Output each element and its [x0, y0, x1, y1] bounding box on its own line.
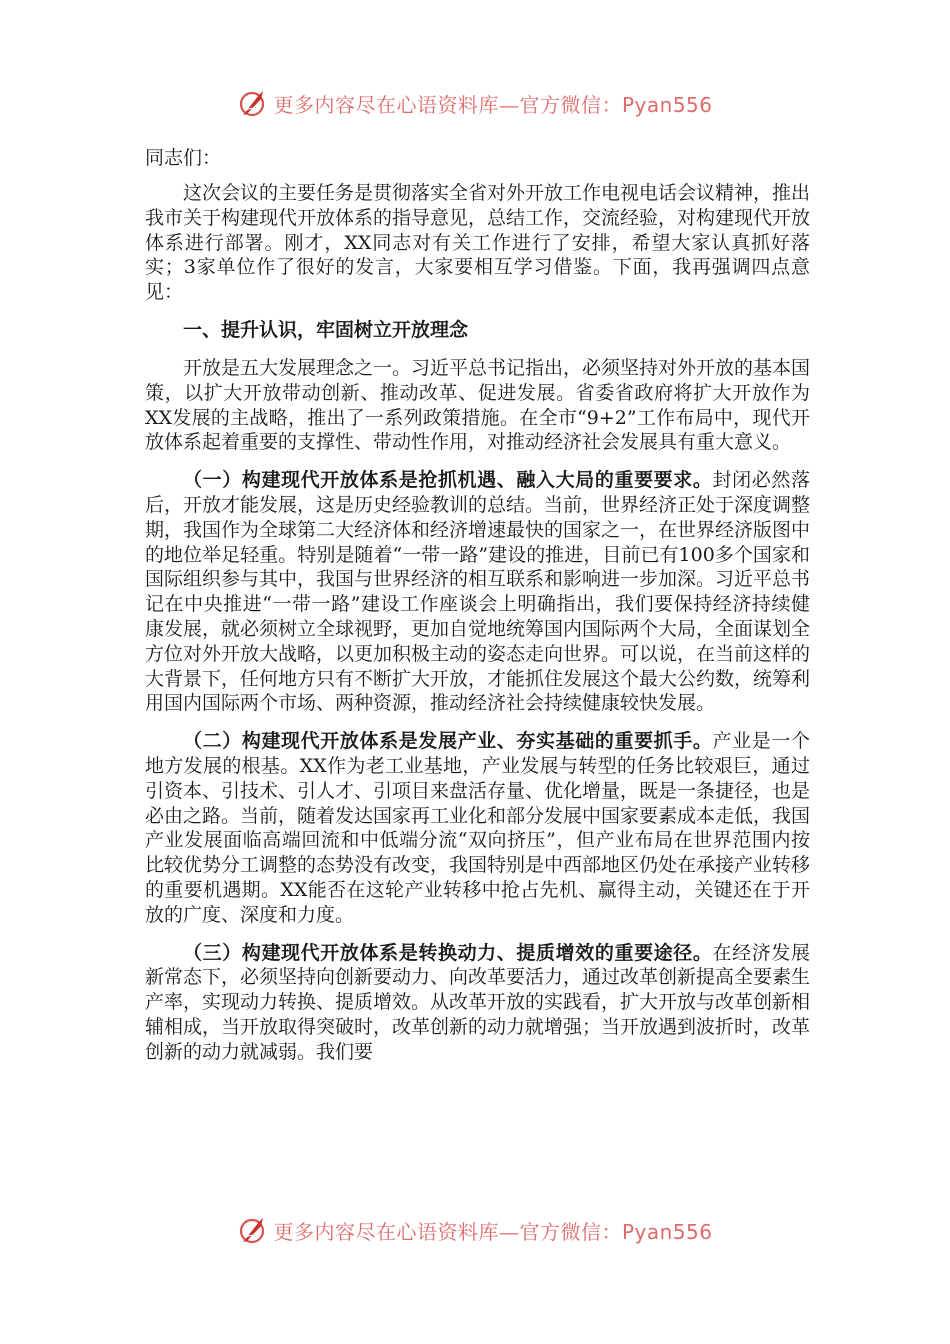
point-two-paragraph — [145, 729, 810, 927]
point-one-paragraph — [145, 468, 810, 716]
pen-circle-logo-icon — [237, 87, 269, 119]
salutation: 同志们： — [145, 147, 222, 169]
section-paragraph: 开放是五大发展理念之一。习近平总书记指出，必须坚持对外开放的基本国策，以扩大开放带动创新、推动改革、促进发展。省委省政府将扩大开放作为XX发展的主战略，推出了一系列政策措施。在全市“9+2”工作布局中，现代开放体系起着重要的支撑性、带动性作用，对推动经济社会发展具有重大意义。 — [145, 356, 811, 454]
watermark-text — [273, 1216, 712, 1245]
watermark-id: Pyan556 — [621, 92, 713, 117]
point-three-body: 在经济发展新常态下，必须坚持向创新要动力、向改革要活力，通过改革创新提高全要素生产率，实现动力转换、提质增效。从改革开放的实践看，扩大开放与改革创新相辅相成，当开放取得突破时，改革创新的动力就增强；当开放遇到波折时，改革创新的动力就减弱。我们要 — [145, 941, 811, 1063]
point-three-lead: （三）构建现代开放体系是转换动力、提质增效的重要途径。 — [183, 941, 713, 964]
point-one-body: 封闭必然落后，开放才能发展，这是历史经验教训的总结。当前，世界经济正处于深度调整期，我国作为全球第二大经济体和经济增速最快的国家之一，在世界经济版图中的地位举足轻重。特别是随着“一带一路”建设的推进，目前已有100多个国家和国际组织参与其中，我国与世界经济的相互联系和影响进一步加深。习近平总书记在中央推进“一带一路”建设工作座谈会上明确指出，我们要保持经济持续健康发展，就必须树立全球视野，更加自觉地统筹国内国际两个大局，全面谋划全方位对外开放大战略，以更加积极主动的姿态走向世界。可以说，在当前这样的大背景下，任何地方只有不断扩大开放，才能抓住发展这个最大公约数，统筹利用国内国际两个市场、两种资源，推动经济社会持续健康较快发展。 — [145, 469, 811, 715]
point-three-paragraph — [145, 941, 810, 1065]
watermark-header — [0, 83, 950, 123]
document-body — [145, 146, 810, 1078]
section-heading: 一、提升认识，牢固树立开放理念 — [183, 318, 469, 341]
watermark-id: Pyan556 — [621, 1219, 713, 1244]
watermark-label: 更多内容尽在心语资料库—官方微信： — [273, 92, 622, 117]
point-one-lead: （一）构建现代开放体系是抢抓机遇、融入大局的重要要求。 — [183, 469, 713, 492]
point-two-lead: （二）构建现代开放体系是发展产业、夯实基础的重要抓手。 — [183, 730, 713, 753]
watermark-text — [273, 89, 712, 118]
intro-paragraph: 这次会议的主要任务是贯彻落实全省对外开放工作电视电话会议精神，推出我市关于构建现代开放体系的指导意见，总结工作，交流经验，对构建现代开放体系进行部署。刚才，XX同志对有关工作进行了安排，希望大家认真抓好落实；3家单位作了很好的发言，大家要相互学习借鉴。下面，我再强调四点意见： — [145, 182, 811, 304]
point-two-body: 产业是一个地方发展的根基。XX作为老工业基地，产业发展与转型的任务比较艰巨，通过引资本、引技术、引人才、引项目来盘活存量、优化增量，既是一条捷径，也是必由之路。当前，随着发达国家再工业化和部分发展中国家要素成本走低，我国产业发展面临高端回流和中低端分流“双向挤压”，但产业布局在世界范围内按比较优势分工调整的态势没有改变，我国特别是中西部地区仍处在承接产业转移的重要机遇期。XX能否在这轮产业转移中抢占先机、赢得主动，关键还在于开放的广度、深度和力度。 — [145, 730, 811, 926]
watermark-label: 更多内容尽在心语资料库—官方微信： — [273, 1219, 622, 1244]
watermark-footer — [0, 1210, 950, 1250]
pen-circle-logo-icon — [237, 1214, 269, 1246]
